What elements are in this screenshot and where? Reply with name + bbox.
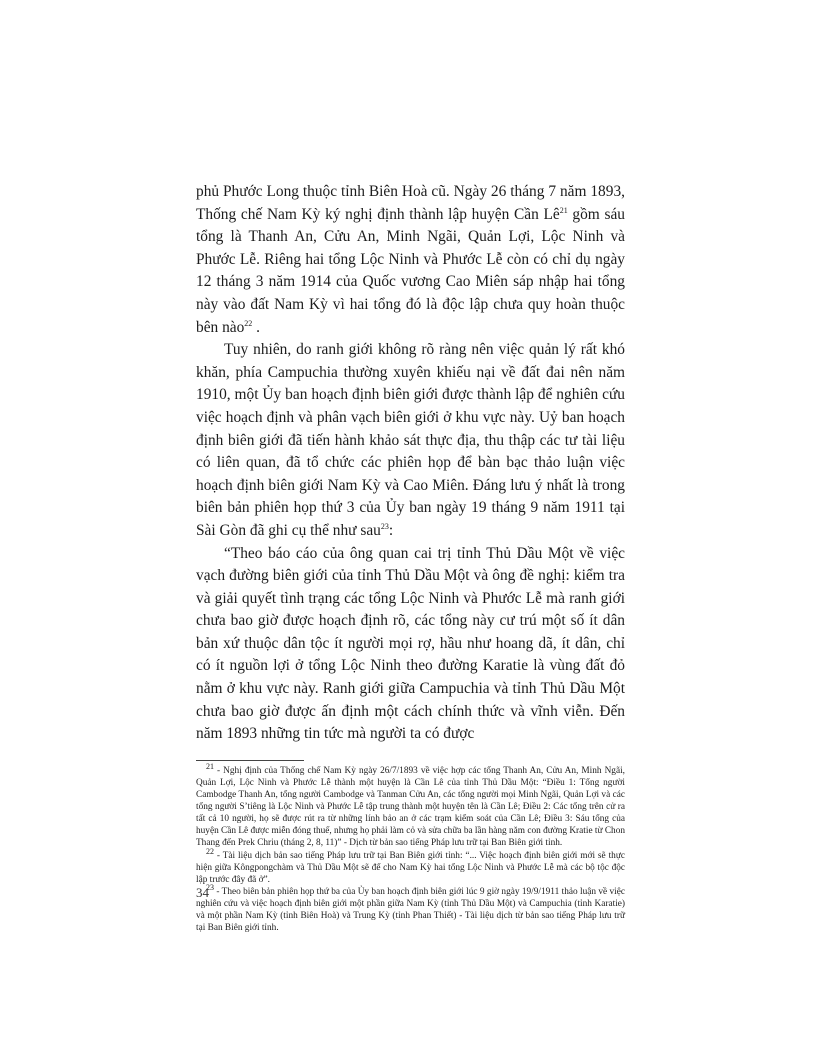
footnote-text: - Tài liệu dịch bản sao tiếng Pháp lưu trữ tại Ban Biên giới tỉnh: “... Việc hoạch định biên giới mới sẽ thực hiện giữa Kôngpongchàm và Thủ Dầu Một sẽ để cho Nam Kỳ hai tổng Lộc Ninh và Phước Lễ mà các bộ tộc độc lập trước đây đã ở”. — [196, 850, 625, 885]
footnote-divider — [196, 760, 304, 761]
paragraph-text: . — [252, 318, 260, 336]
footnote-ref[interactable]: 23 — [380, 521, 389, 531]
footnote — [196, 761, 625, 850]
paragraph-text: gồm sáu tổng là Thanh An, Cửu An, Minh Ngãi, Quản Lợi, Lộc Ninh và Phước Lễ. Riêng hai tổng Lộc Ninh và Phước Lễ còn có chỉ dụ ngày 12 tháng 3 năm 1914 của Quốc vương Cao Miên sáp nhập hai tổng này vào đất Nam Kỳ vì hai tổng đó là độc lập chưa quy hoàn thuộc bên nào — [196, 205, 625, 336]
footnote-number: 21 — [206, 761, 214, 771]
paragraph-text: Tuy nhiên, do ranh giới không rõ ràng nên việc quản lý rất khó khăn, phía Campuchia thường xuyên khiếu nại về đất đai nên năm 1910, một Ủy ban hoạch định biên giới được thành lập để nghiên cứu việc hoạch định và phân vạch biên giới ở khu vực này. Uỷ ban hoạch định biên giới đã tiến hành khảo sát thực địa, thu thập các tư tài liệu có liên quan, đã tổ chức các phiên họp để bàn bạc thảo luận việc hoạch định biên giới Nam Kỳ và Cao Miên. Đáng lưu ý nhất là trong biên bản phiên họp thứ 3 của Ủy ban ngày 19 tháng 9 năm 1911 tại Sài Gòn đã ghi cụ thể như sau — [196, 341, 625, 539]
paragraph-text: : — [388, 521, 394, 539]
quote-paragraph: “Theo báo cáo của ông quan cai trị tỉnh Thủ Dầu Một về việc vạch đường biên giới của tỉnh Thủ Dầu Một và ông đề nghị: kiểm tra và giải quyết tình trạng các tổng Lộc Ninh và Phước Lễ mà ranh giới chưa bao giờ được hoạch định rõ, các tổng này cư trú một số ít dân bản xứ thuộc dân tộc ít người mọi rợ, hầu như hoang dã, ít dân, chỉ có ít nguồn lợi ở tổng Lộc Ninh theo đường Karatie là vùng đất đỏ nằm ở khu vực này. Ranh giới giữa Campuchia và tỉnh Thủ Dầu Một chưa bao giờ được ấn định một cách chính thức và vĩnh viễn. Đến năm 1893 những tin tức mà người ta có được — [196, 544, 625, 743]
page-content — [196, 181, 625, 934]
footnote-text: - Theo biên bản phiên họp thứ ba của Ủy ban hoạch định biên giới lúc 9 giờ ngày 19/9/1911 thảo luận về việc nghiên cứu và việc hoạch định biên giới một phần giữa Nam Kỳ (tỉnh Thủ Dầu Một) và Campuchia (tỉnh Karatie) và một phần Nam Kỳ (tỉnh Biên Hoà) và Trung Kỳ (tỉnh Phan Thiết) - Tài liệu dịch từ bản sao tiếng Pháp lưu trữ tại Ban Biên giới tỉnh. — [196, 886, 625, 934]
footnote-text: - Nghị định của Thống chế Nam Kỳ ngày 26/7/1893 về việc hợp các tổng Thanh An, Cửu An, Minh Ngãi, Quản Lợi, Lộc Ninh và Phước Lễ thành một huyện là Cần Lê của tỉnh Thủ Dầu Một: “Điều 1: Tổng người Cambodge Thanh An, tổng người Cambodge và Tanman Cửu An, các tổng người mọi Minh Ngãi, Quản Lợi và các tổng người S’tiêng là Lộc Ninh và Phước Lễ tập trung thành một huyện tên là Cần Lê; Điều 2: Các tổng trên cử ra tất cả 10 người, họ sẽ được rút ra từ những lính bảo an ở các trạm kiểm soát của Cần Lê; Điều 3: Sáu tổng của huyện Cần Lê được miễn đóng thuế, nhưng họ phải làm cỏ và sửa chữa ba lần hàng năm con đường Kratie từ Chon Thang đến Prek Chriu (tháng 2, 8, 11)” - Dịch từ bản sao tiếng Pháp lưu trữ tại Ban Biên giới tỉnh. — [196, 765, 625, 849]
footnote-ref[interactable]: 21 — [559, 205, 568, 215]
footnote-ref[interactable]: 22 — [244, 318, 253, 328]
paragraph-text: phủ Phước Long thuộc tỉnh Biên Hoà cũ. Ngày 26 tháng 7 năm 1893, Thống chế Nam Kỳ ký nghị định thành lập huyện Cần Lê — [196, 183, 625, 223]
footnote — [196, 846, 625, 886]
footnote-number: 23 — [206, 882, 214, 892]
page-number: 34 — [196, 885, 209, 900]
body-paragraph — [196, 339, 625, 542]
body-paragraph — [196, 181, 625, 339]
footnote — [196, 882, 625, 934]
footnote-number: 22 — [206, 846, 214, 856]
